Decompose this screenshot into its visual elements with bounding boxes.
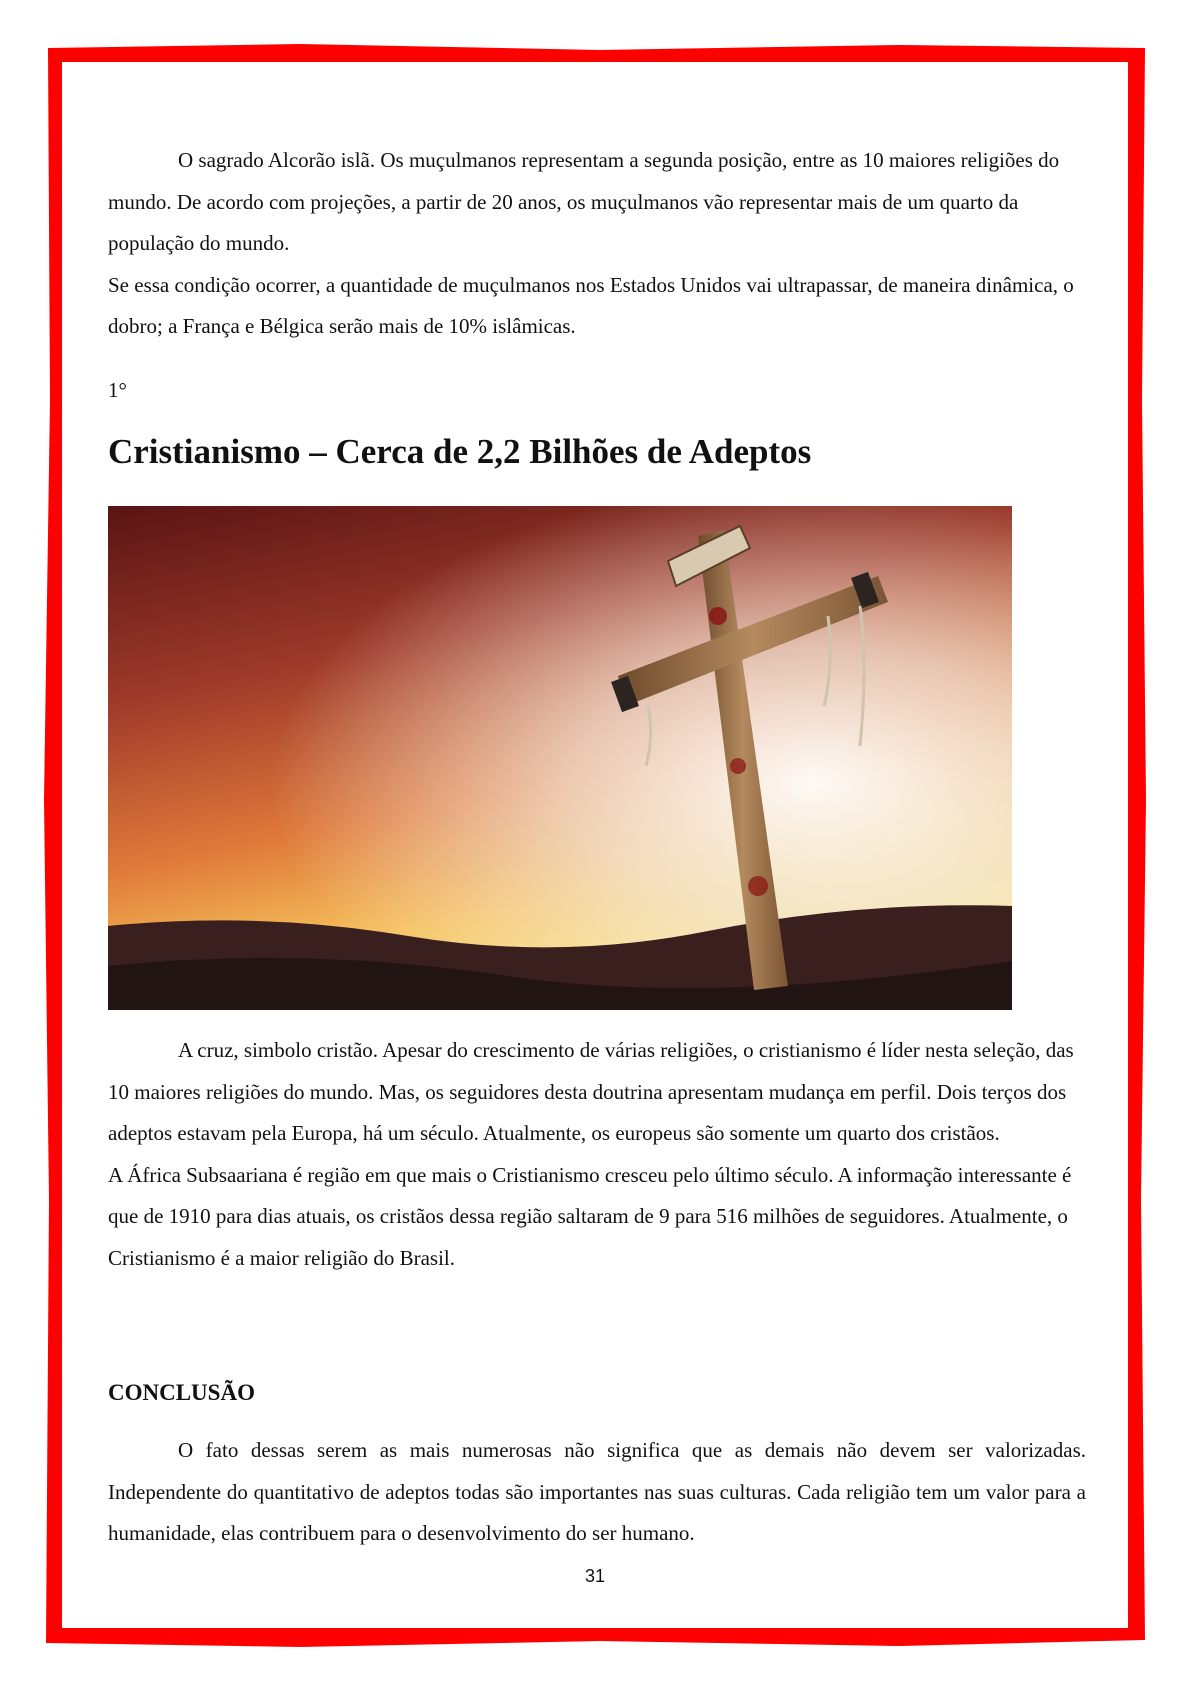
section-title: Cristianismo – Cerca de 2,2 Bilhões de Adeptos — [108, 432, 812, 471]
paragraph-cross: A cruz, simbolo cristão. Apesar do crescimento de várias religiões, o cristianismo é líder nesta seleção, das 10 maiores religiões do mundo. Mas, os seguidores desta doutrina apresentam mudança em perfil. Dois terços dos adeptos estavam pela Europa, há um século. Atualmente, os europeus são somente um quarto dos cristãos. — [108, 1038, 1074, 1145]
conclusion-heading: CONCLUSÃO — [108, 1380, 255, 1405]
paragraph-conclusion: O fato dessas serem as mais numerosas não significa que as demais não devem ser valorizadas. Independente do quantitativo de adeptos todas são importantes nas suas culturas. Cada religião tem um valor para a humanidade, elas contribuem para o desenvolvimento do ser humano. — [108, 1438, 1086, 1545]
conclusion-text — [108, 1430, 1086, 1555]
christianity-text — [108, 1030, 1086, 1279]
intro-text — [108, 140, 1086, 348]
paragraph-islam-projection: Se essa condição ocorrer, a quantidade de muçulmanos nos Estados Unidos vai ultrapassar, de maneira dinâmica, o dobro; a França e Bélgica serão mais de 10% islâmicas. — [108, 272, 1074, 338]
page-number: 31 — [584, 1566, 606, 1586]
cross-image — [108, 506, 1012, 1010]
rank-ordinal: 1° — [108, 378, 127, 402]
paragraph-islam: O sagrado Alcorão islã. Os muçulmanos representam a segunda posição, entre as 10 maiores religiões do mundo. De acordo com projeções, a partir de 20 anos, os muçulmanos vão representar mais de um quarto da população do mundo. — [108, 148, 1060, 255]
paragraph-africa: A África Subsaariana é região em que mais o Cristianismo cresceu pelo último século. A informação interessante é que de 1910 para dias atuais, os cristãos dessa região saltaram de 9 para 516 milhões de seguidores. Atualmente, o Cristianismo é a maior religião do Brasil. — [108, 1162, 1072, 1270]
wooden-cross-icon — [108, 506, 1012, 1010]
